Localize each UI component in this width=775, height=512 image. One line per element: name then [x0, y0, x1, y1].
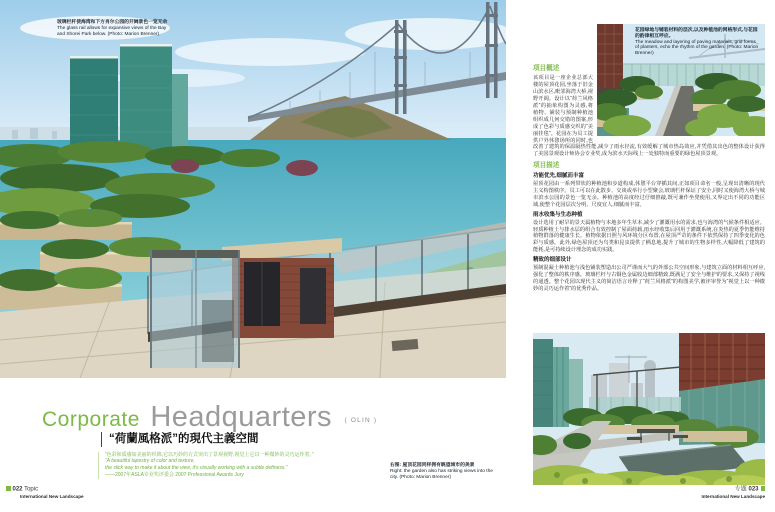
section-label: 专题: [734, 486, 747, 493]
right-page: [533, 0, 765, 512]
caption-en-1: The glass rail allows for expansive views of the Bay: [57, 25, 167, 31]
roof-terrace-city-illustration: [533, 333, 765, 485]
caption-zh: 右图: 屋顶花园同样拥有眺望城市的美景: [390, 463, 475, 468]
description-paragraph-1: 屋顶花园由一系列带状的种植池和步道构成,休憩平台穿插其间,正如项目命名一般,呈现出清晰的现代主义构图秩序。员工可以在此散步、交谈或举行小型聚会,玻璃栏杆保证了安全,同时又使海湾大桥与城市滨水公园的景色一览无余。种植池的高度经过仔细推敲,既可兼作坐凳使用,又界定出不同的功能区域,使整个花园层次分明、尺度宜人,细腻而丰富。: [533, 181, 765, 208]
right-photo-reference-caption: [390, 463, 510, 480]
jury-quote: [98, 452, 375, 479]
page-number: 023: [748, 486, 759, 493]
caption-en-1: Right: the garden also has striking views into the: [390, 468, 493, 474]
quote-zh: “色彩和质感如美丽的织锦,它以巧妙的方式突出了景观视野,视觉上它以一种微妙的灵巧运作着。”: [105, 452, 314, 458]
caption-en-1: The meadow and layering of paving materials, grid forms of planters, echo: [635, 39, 756, 51]
quote-attribution: ——2007年ASLA专业奖评委会 2007 Professional Awards Jury: [105, 472, 244, 479]
description-heading: 项目描述: [533, 162, 560, 170]
caption-zh: 花园绿地与铺装材料的层次,以及种植池的网格形式,与花园的韵律相互呼应。: [635, 28, 758, 39]
caption-en-2: the rhythm of the garden. (Photo: Marion Brenner): [635, 45, 759, 57]
overview-paragraph: 该项目是一座企业总部大楼的屋顶花园,坐落于旧金山滨水区,毗邻海湾大桥,视野开阔。设计以“荷兰风格派”的抽象构图为灵感,将植物、铺装与预制种植池组织成几何交错的图案,形成了色彩与质感交织的“美丽挂毯”。花园在为员工提供户外休憩场所的同时,也改善了建筑的保温隔热性能,减少了雨水径流,有效缓解了城市热岛效应,并凭借其出色的整体设计获得了美国景观设计师协会专业奖,成为滨水天际线上一处独特而重要的绿色屋顶景观。: [533, 75, 765, 158]
right-page-footer: [533, 486, 765, 500]
page-number: 022: [12, 486, 23, 493]
section-label: Topic: [24, 486, 39, 493]
caption-en-2: city. (Photo: Marion Brenner): [390, 474, 451, 480]
description-paragraph-3: 预制混凝土种植池与浅色铺装塑造出公司严谨而大气的外部公共空间形象,与建筑立面的材料相互呼应,强化了整体的秩序感。玻璃栏杆与古铜色金属收边细部精致,既满足了安全与维护的要求,又保持了视线的通透。整个花园以现代主义的简洁语言诠释了“荷兰风格派”的构图美学,被评审誉为“视觉上以一种微妙的灵巧运作着”的优秀作品。: [533, 265, 765, 292]
photo-wrap-spacer: [593, 66, 765, 138]
article-subtitle: “荷蘭風格派”的現代主義空間: [101, 432, 259, 447]
magazine-name: International New Landscape: [20, 494, 84, 500]
magazine-name: International New Landscape: [701, 494, 765, 500]
description-subhead-3: 精致的细部设计: [533, 257, 572, 264]
quote-en-2: the slick way to make it about the view, it’s visually working with a subtle deftness.”: [105, 464, 288, 471]
quote-en-1: “A beautiful tapestry of color and texture,: [105, 458, 195, 465]
article-title: [42, 401, 377, 434]
design-firm-label: ( OLIN ): [344, 417, 378, 424]
footer-square-icon: [6, 486, 11, 491]
left-page-footer: [6, 486, 84, 500]
footer-square-icon: [761, 486, 766, 491]
description-paragraph-2: 设计选用了耐旱的景天属植物与本地多年生草本,减少了灌溉用水的需求,也与海湾的气候条件相适应。轻质种植土与排水层的组合有效控制了屋面荷载,雨水经收集后回用于灌溉系统,在炎热的夏季仍能维持植物群落的健康生长。植物依据日照与风环境分区布置,在屋顶严苛的条件下依然保持了四季变化的色彩与质感。此外,绿色屋顶还为鸟类和昆虫提供了栖息地,提升了城市的生物多样性,大幅降低了建筑的能耗,是可持续设计理念的成功实践。: [533, 219, 765, 254]
title-word-corporate: Corporate: [42, 408, 140, 431]
right-top-photo-caption: [635, 28, 761, 57]
overview-heading: 项目概述: [533, 65, 560, 72]
left-photo-caption: [57, 20, 175, 37]
caption-zh: 玻璃栏杆使海湾和下方肖尔公园的开阔景色一览无余: [57, 20, 168, 25]
description-section: [533, 163, 765, 292]
left-page-photo: [0, 0, 506, 378]
description-subhead-2: 雨水收集与生态种植: [533, 211, 583, 218]
rooftop-bay-bridge-illustration: [0, 0, 506, 378]
caption-en-2: and Shorei Park below. (Photo: Marion Brenner): [57, 31, 160, 37]
description-subhead-1: 功能优先,细腻而丰富: [533, 173, 585, 180]
article-body: [533, 66, 765, 296]
title-word-headquarters: Headquarters: [150, 401, 333, 433]
right-page-bottom-photo: [533, 333, 765, 485]
